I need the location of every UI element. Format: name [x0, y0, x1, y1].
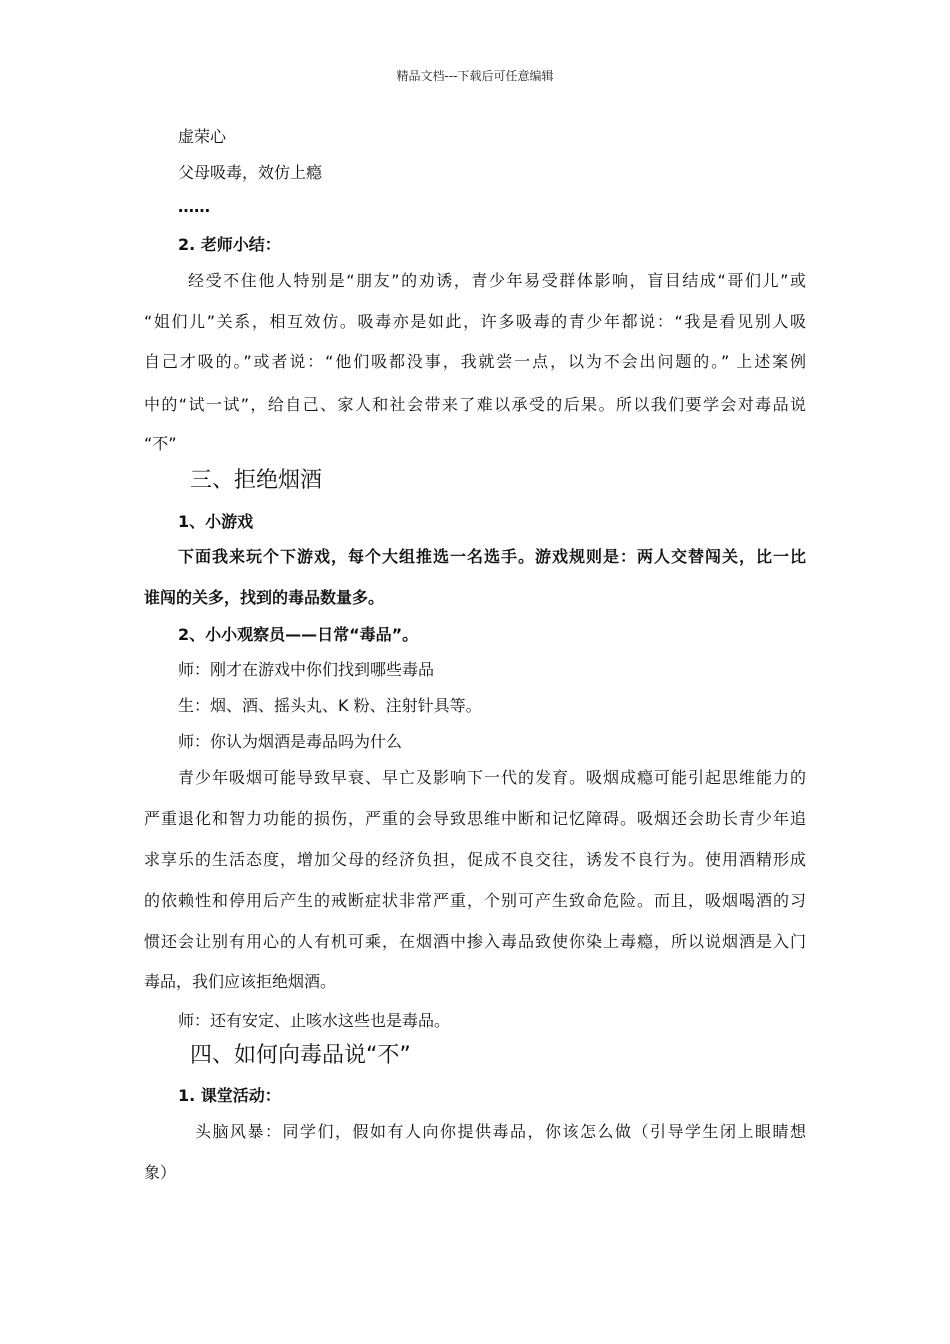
- section-heading: 2. 老师小结：: [178, 235, 281, 254]
- paragraph-line: 青少年吸烟可能导致早衰、早亡及影响下一代的发育。吸烟成瘾可能引起思维能力的: [178, 768, 806, 787]
- chapter-heading: 三、拒绝烟酒: [190, 468, 323, 493]
- text-line: 师：刚才在游戏中你们找到哪些毒品: [178, 660, 435, 679]
- text-line: 父母吸毒，效仿上瘾: [178, 163, 323, 182]
- text-line: ……: [178, 197, 210, 216]
- text-line: 生：烟、酒、摇头丸、K 粉、注射针具等。: [178, 696, 482, 715]
- paragraph-line: 严重退化和智力功能的损伤，严重的会导致思维中断和记忆障碍。吸烟还会助长青少年追: [144, 809, 806, 828]
- page-header: 精品文档---下载后可任意编辑: [396, 69, 554, 83]
- paragraph-line: 头脑风暴：同学们，假如有人向你提供毒品，你该怎么做（引导学生闭上眼睛想: [195, 1122, 806, 1141]
- section-heading: 2、小小观察员——日常“毒品”。: [178, 625, 419, 644]
- paragraph-line: 象）: [144, 1163, 177, 1182]
- text-line: 虚荣心: [178, 127, 227, 146]
- paragraph-line: 自己才吸的。”或者说：“他们吸都没事，我就尝一点，以为不会出问题的。” 上述案例: [144, 352, 806, 371]
- paragraph-line: 下面我来玩个下游戏，每个大组推选一名选手。游戏规则是：两人交替闯关，比一比: [178, 547, 806, 566]
- section-heading: 1、小游戏: [178, 512, 254, 531]
- section-heading: 1. 课堂活动：: [178, 1086, 281, 1105]
- chapter-heading: 四、如何向毒品说“不”: [190, 1043, 411, 1068]
- paragraph-line: “姐们儿”关系，相互效仿。吸毒亦是如此，许多吸毒的青少年都说：“我是看见别人吸: [144, 312, 806, 331]
- paragraph-line: “不”: [144, 434, 177, 453]
- paragraph-line: 经受不住他人特别是“朋友”的劝诱，青少年易受群体影响，盲目结成“哥们儿”或: [188, 271, 806, 290]
- paragraph-line: 求享乐的生活态度，增加父母的经济负担，促成不良交往，诱发不良行为。使用酒精形成: [144, 850, 806, 869]
- paragraph-line: 惯还会让别有用心的人有机可乘，在烟酒中掺入毒品致使你染上毒瘾，所以说烟酒是入门: [144, 932, 806, 951]
- text-line: 师：你认为烟酒是毒品吗为什么: [178, 732, 403, 751]
- paragraph-line: 中的“试一试”，给自己、家人和社会带来了难以承受的后果。所以我们要学会对毒品说: [144, 395, 806, 414]
- paragraph-line: 谁闯的关多，找到的毒品数量多。: [144, 588, 385, 607]
- paragraph-line: 的依赖性和停用后产生的戒断症状非常严重，个别可产生致命危险。而且，吸烟喝酒的习: [144, 891, 806, 910]
- text-line: 师：还有安定、止咳水这些也是毒品。: [178, 1011, 451, 1030]
- paragraph-line: 毒品，我们应该拒绝烟酒。: [144, 972, 337, 991]
